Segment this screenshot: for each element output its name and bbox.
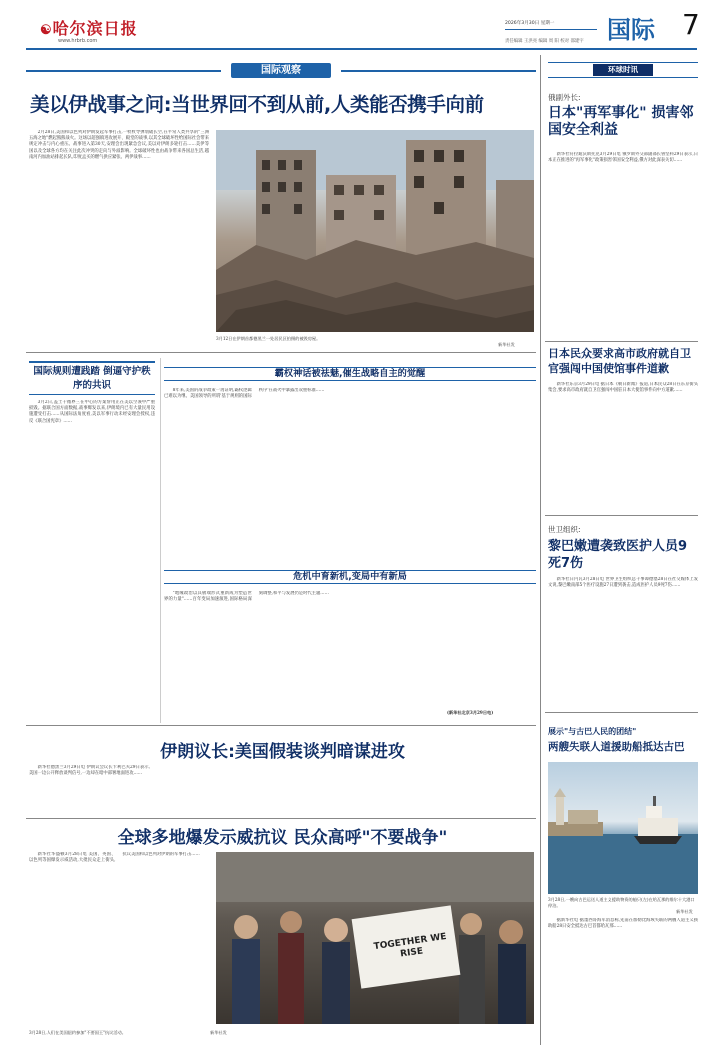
story1-text: 新华社符拉迪沃斯托克3月29日电 俄罗斯外交部副部长鲁坚科29日表示,日本正在推进的"再军事化"政策损害邻国安全利益,俄方对此深表关切…… (548, 152, 698, 164)
sidebar-divider-2 (545, 515, 698, 516)
column2-headline: 霸权神话被祛魅,催生战略自主的觉醒 (274, 368, 426, 379)
column2-text: 8年来,美国的战争政策一再证明,霸权逻辑已难以为继。美国领导的所谓'基于规则的国际秩序'在战火中暴露出双重标准…… (164, 388, 325, 400)
site-url[interactable]: www.hrbrb.com (58, 38, 98, 44)
headline3-text: 新华社华盛顿3月28日电 美国、英国、以色列等国爆发示威活动,大批民众走上街头,抗议美国和以色列对伊朗的军事打击…… (29, 852, 200, 864)
rubble-photo-credit: 新华社发 (498, 342, 515, 347)
sub-article-text: 3月2日,盖土干循界三在中心的方案帮用正在美以空袭中严重损毁。据联合国方面数据,战事爆发以来,伊朗境内已有大量民用设施遭受打击……从国际法角度看,美以军事行动未经安理会授权,违反《联合国宪章》…… (29, 400, 155, 424)
newspaper-logo: ☯哈尔滨日报 (40, 19, 138, 38)
sidebar-divider-3 (545, 712, 698, 713)
masthead (0, 0, 725, 50)
divider-2 (26, 725, 536, 726)
protest-banner-text: TOGETHER WE RISE (373, 932, 448, 960)
headline2: 伊朗议长:美国假装谈判暗谋进攻 (160, 742, 405, 762)
lead-article-text: 2月28日,美国和以色列对伊朗发起军事打击,一枚枚导弹划破长空,在平常人类共享的"三洲五海之地"燃起熊熊战火。这场以超强镇进攻展开、殿堂的战事,以其全球破坏性给国际社会带来规定冲击与内心重压。战事进入第30天,安理会出现紧急会议,美以对伊朗多轮打击……美伊等国以及全球各方均在关注此次冲突的走向与外溢影响。全球破坏性也由战争带来各国总生活,越南河内加油站排起长队,印度孟买的燃气供应紧张。两伊战事…… (29, 130, 209, 160)
story1-headline: 日本"再军事化" 损害邻国安全利益 (548, 105, 694, 138)
havana-port-graphic (548, 762, 698, 894)
main-headline: 美以伊战事之问:当世界回不到从前,人类能否携手向前 (30, 93, 484, 116)
section-title: 国际 (607, 16, 655, 44)
divider-3 (26, 818, 536, 819)
label-rule-left (26, 70, 221, 72)
story4-text: 据新华社电 据墨西哥海军消息称,先前在加勒比海域失联的两艘人道主义援助船28日安全抵达古巴首都哈瓦那…… (548, 918, 698, 930)
story2-headline: 日本民众要求高市政府就自卫官强闯中国使馆事件道歉 (548, 347, 691, 375)
column-label: 国际观察 (231, 63, 331, 78)
masthead-rule (26, 48, 697, 50)
rubble-photo-graphic (216, 130, 534, 332)
page-number: 7 (682, 8, 700, 41)
editor-credits: 责任编辑 王洪亮 编辑 周 阳 校对 邵建宇 (505, 39, 584, 44)
column3-text: "地缘政治以其极端形式重新成为塑造世界的力量"……百年变局加速演进,国际格局深刻调整,和平与发展仍是时代主题…… (164, 591, 329, 603)
divider-1 (26, 352, 536, 353)
label-rule-right (341, 70, 536, 72)
story3-kicker: 世卫组织: (548, 525, 581, 534)
protest-photo (216, 852, 534, 1024)
column-label-bar (26, 62, 536, 79)
col-divider-a (160, 358, 161, 723)
protest-photo-graphic (216, 852, 534, 1024)
havana-photo-caption: 3月28日,一艘向古巴运送人道主义援助物资的船只(左)在哈瓦那的维尔十大港口停泊。 (548, 897, 695, 908)
column3-headline: 危机中育新机,变局中有新局 (293, 571, 407, 582)
column2-headline-bar (164, 367, 536, 381)
logo-mark-icon: ☯ (40, 23, 53, 38)
sidebar-divider (540, 55, 541, 1045)
column3-headline-bar (164, 570, 536, 584)
date-rule (505, 29, 597, 30)
story4-headline: 两艘失联人道援助船抵达古巴 (548, 741, 685, 753)
story2-text: 新华社东京3月29日电 据日本《朝日新闻》报道,日本民众28日在东京街头集会,要求高市政府就自卫官强闯中国驻日本大使馆事件向中方道歉…… (548, 382, 698, 394)
story3-text: 新华社日内瓦3月28日电 世界卫生组织总干事谭德塞28日在社交媒体上发文说,黎巴嫩南部5个医疗设施27日遭到袭击,造成医护人员9死7伤…… (548, 577, 698, 589)
protest-photo-caption: 3月28日,人们在美国纽约参加"不要国王"抗议活动。 (29, 1030, 126, 1035)
sub-article-headline-box (29, 361, 155, 395)
sidebar-divider-1 (545, 341, 698, 342)
rubble-photo (216, 130, 534, 332)
protest-photo-credit: 新华社发 (210, 1030, 227, 1035)
havana-port-photo (548, 762, 698, 894)
column3-credit: (新华社北京3月29日电) (447, 710, 494, 715)
sidebar-section-label-bar (548, 62, 698, 78)
rubble-photo-caption: 3月12日在伊朗首都德黑兰一处居民区拍摄的被毁房屋。 (216, 336, 321, 341)
issue-date: 2026年3月30日 星期一 (505, 21, 555, 26)
havana-photo-credit: 新华社发 (676, 909, 693, 914)
sub-article-headline: 国际规则遭践踏 倒逼守护秩序的共识 (33, 366, 151, 391)
headline3: 全球多地爆发示威抗议 民众高呼"不要战争" (117, 828, 448, 848)
headline2-text: 新华社德黑兰3月29日电 伊朗议会议长卡利巴夫29日表示,美国一边公开释放谈判信号,一边却在暗中部署地面进攻…… (29, 765, 150, 777)
story3-headline: 黎巴嫩遭袭致医护人员9死7伤 (548, 539, 688, 571)
story1-kicker: 俄副外长: (548, 93, 581, 102)
story4-kicker: 展示"与古巴人民的团结" (548, 727, 637, 736)
sidebar-section-label: 环球时讯 (593, 64, 653, 76)
